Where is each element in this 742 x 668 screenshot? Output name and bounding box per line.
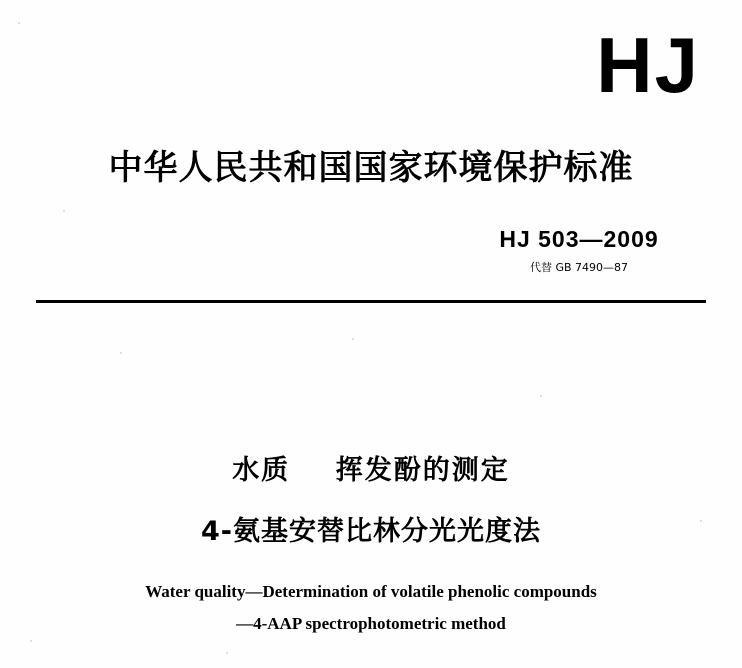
title-chinese-line-2: 4-氨基安替比林分光光度法 [201,516,541,547]
scan-speckle [30,640,32,642]
standard-number: HJ 503—2009 [499,226,659,252]
document-title-block [0,448,742,634]
title-english-line-2: —4-AAP spectrophotometric method [236,614,506,633]
standard-emblem-hj: HJ [596,21,700,109]
title-english-line-1: Water quality—Determination of volatile phenolic compounds [145,582,597,601]
standard-number-block [464,226,694,275]
standard-replaces-note: 代替 GB 7490—87 [529,261,629,274]
scan-speckle [18,22,20,24]
scan-speckle [63,210,65,212]
issuer-title: 中华人民共和国国家环境保护标准 [108,148,634,188]
scan-speckle [700,520,702,522]
scan-speckle [226,652,228,654]
scan-speckle [540,395,542,397]
scan-speckle [120,352,122,354]
scan-speckle [352,338,354,340]
title-chinese-line-1: 水质 挥发酚的测定 [232,455,510,486]
header-divider [36,300,706,303]
